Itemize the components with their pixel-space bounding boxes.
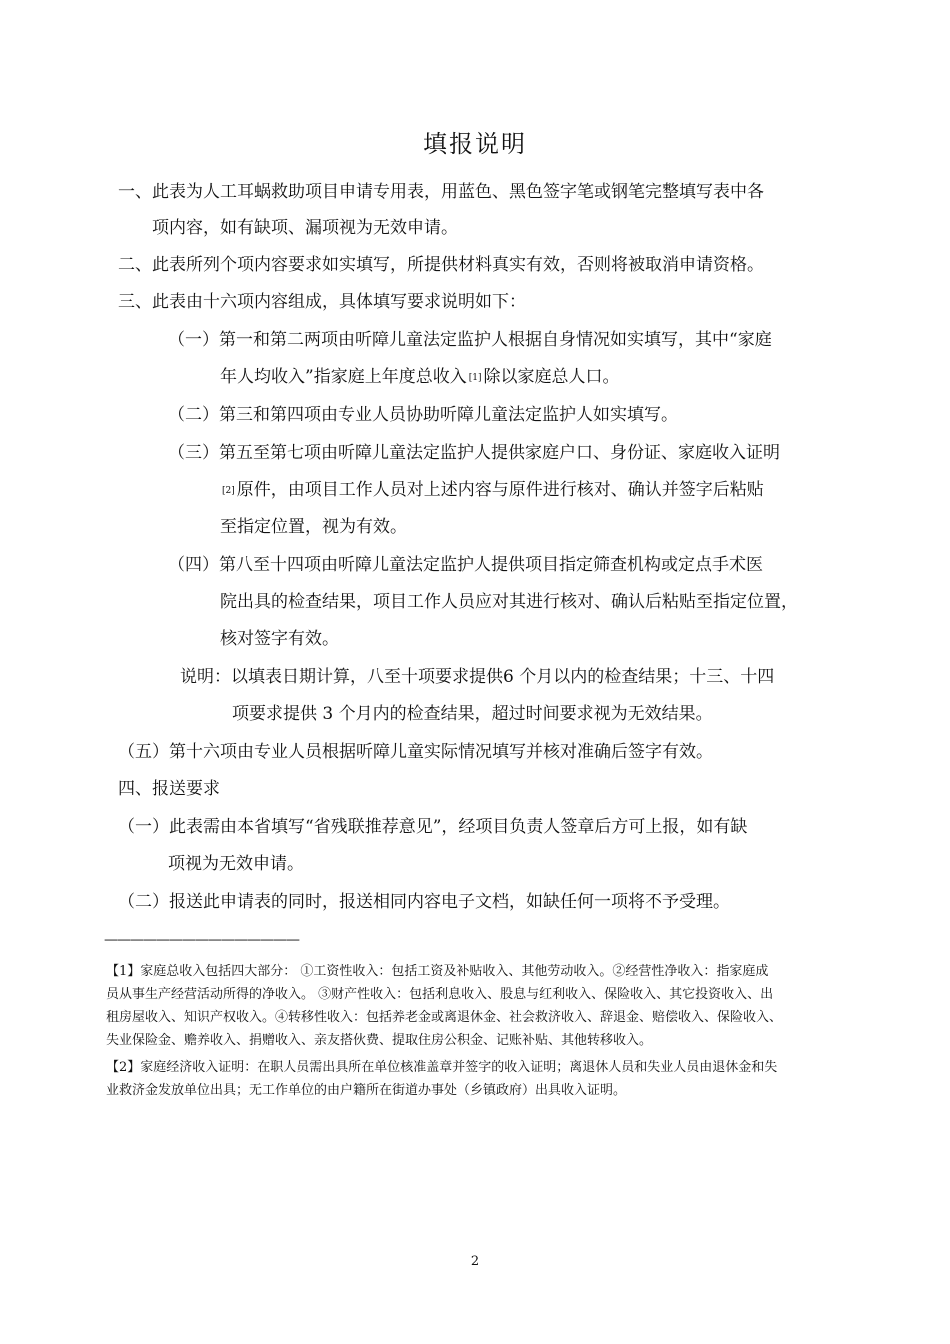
- note-line-2: 项要求提供 3 个月内的检查结果，超过时间要求视为无效结果。: [232, 704, 713, 724]
- footnote-ref-2: [2]: [222, 486, 235, 496]
- item-1-line-1: 一、此表为人工耳蜗救助项目申请专用表，用蓝色、黑色签字笔或钢笔完整填写表中各: [118, 182, 764, 202]
- note-line-1: 说明：以填表日期计算，八至十项要求提供6 个月以内的检查结果；十三、十四: [180, 667, 775, 687]
- item-4-sub-1-line-1: （一）此表需由本省填写“省残联推荐意见”，经项目负责人签章后方可上报，如有缺: [118, 817, 748, 837]
- footnote-2-line-2: 业救济金发放单位出具；无工作单位的由户籍所在街道办事处（乡镇政府）出具收入证明。: [106, 1083, 627, 1098]
- sub-3-line-1: （三）第五至第七项由听障儿童法定监护人提供家庭户口、身份证、家庭收入证明: [168, 443, 780, 463]
- item-3-line: 三、此表由十六项内容组成，具体填写要求说明如下：: [118, 292, 526, 312]
- page-number: 2: [470, 1254, 480, 1269]
- item-4-heading: 四、报送要求: [118, 779, 220, 799]
- sub-3-line-3: 至指定位置，视为有效。: [220, 517, 407, 537]
- item-4-sub-1-line-2: 项视为无效申请。: [168, 854, 304, 874]
- sub-4-line-3: 核对签字有效。: [220, 629, 339, 649]
- page-title: 填报说明: [423, 130, 527, 158]
- footnote-1-line-2: 员从事生产经营活动所得的净收入。 ③财产性收入：包括利息收入、股息与红利收入、保险收入、其它投资收入、出: [106, 987, 774, 1002]
- sub-1-line-1: （一）第一和第二两项由听障儿童法定监护人根据自身情况如实填写，其中“家庭: [168, 330, 772, 350]
- sub-4-line-2: 院出具的检查结果，项目工作人员应对其进行核对、确认后粘贴至指定位置，: [220, 592, 798, 612]
- footnote-1-line-1: 【1】家庭总收入包括四大部分： ①工资性收入：包括工资及补贴收入、其他劳动收入。②经营性净收入：指家庭成: [106, 964, 769, 979]
- sub-3-line-2: [220, 478, 764, 503]
- item-2-line: 二、此表所列个项内容要求如实填写，所提供材料真实有效，否则将被取消申请资格。: [118, 255, 764, 275]
- sub-5-line: （五）第十六项由专业人员根据听障儿童实际情况填写并核对准确后签字有效。: [118, 742, 713, 762]
- sub-2-line: （二）第三和第四项由专业人员协助听障儿童法定监护人如实填写。: [168, 405, 678, 425]
- footnote-separator: ———————————————: [104, 932, 299, 948]
- footnote-1-line-4: 失业保险金、赡养收入、捐赠收入、亲友搭伙费、提取住房公积金、记账补贴、其他转移收入。: [106, 1033, 653, 1048]
- sub-3-line-2-text: 原件，由项目工作人员对上述内容与原件进行核对、确认并签字后粘贴: [236, 480, 764, 500]
- footnote-1-line-3: 租房屋收入、知识产权收入。④转移性收入：包括养老金或离退休金、社会救济收入、辞退金、赔偿收入、保险收入、: [106, 1010, 783, 1025]
- footnote-2-line-1: 【2】家庭经济收入证明：在职人员需出具所在单位核准盖章并签字的收入证明；离退休人员和失业人员由退休金和失: [106, 1060, 778, 1075]
- item-4-sub-2-line: （二）报送此申请表的同时，报送相同内容电子文档，如缺任何一项将不予受理。: [118, 892, 730, 912]
- sub-1-line-2: [220, 365, 619, 390]
- sub-1-line-2-text-b: 除以家庭总人口。: [483, 367, 620, 387]
- sub-1-line-2-text-a: 年人均收入”指家庭上年度总收入: [220, 367, 467, 387]
- item-1-line-2: 项内容，如有缺项、漏项视为无效申请。: [152, 218, 458, 238]
- sub-4-line-1: （四）第八至十四项由听障儿童法定监护人提供项目指定筛查机构或定点手术医: [168, 555, 763, 575]
- footnote-ref-1: [1]: [468, 373, 482, 383]
